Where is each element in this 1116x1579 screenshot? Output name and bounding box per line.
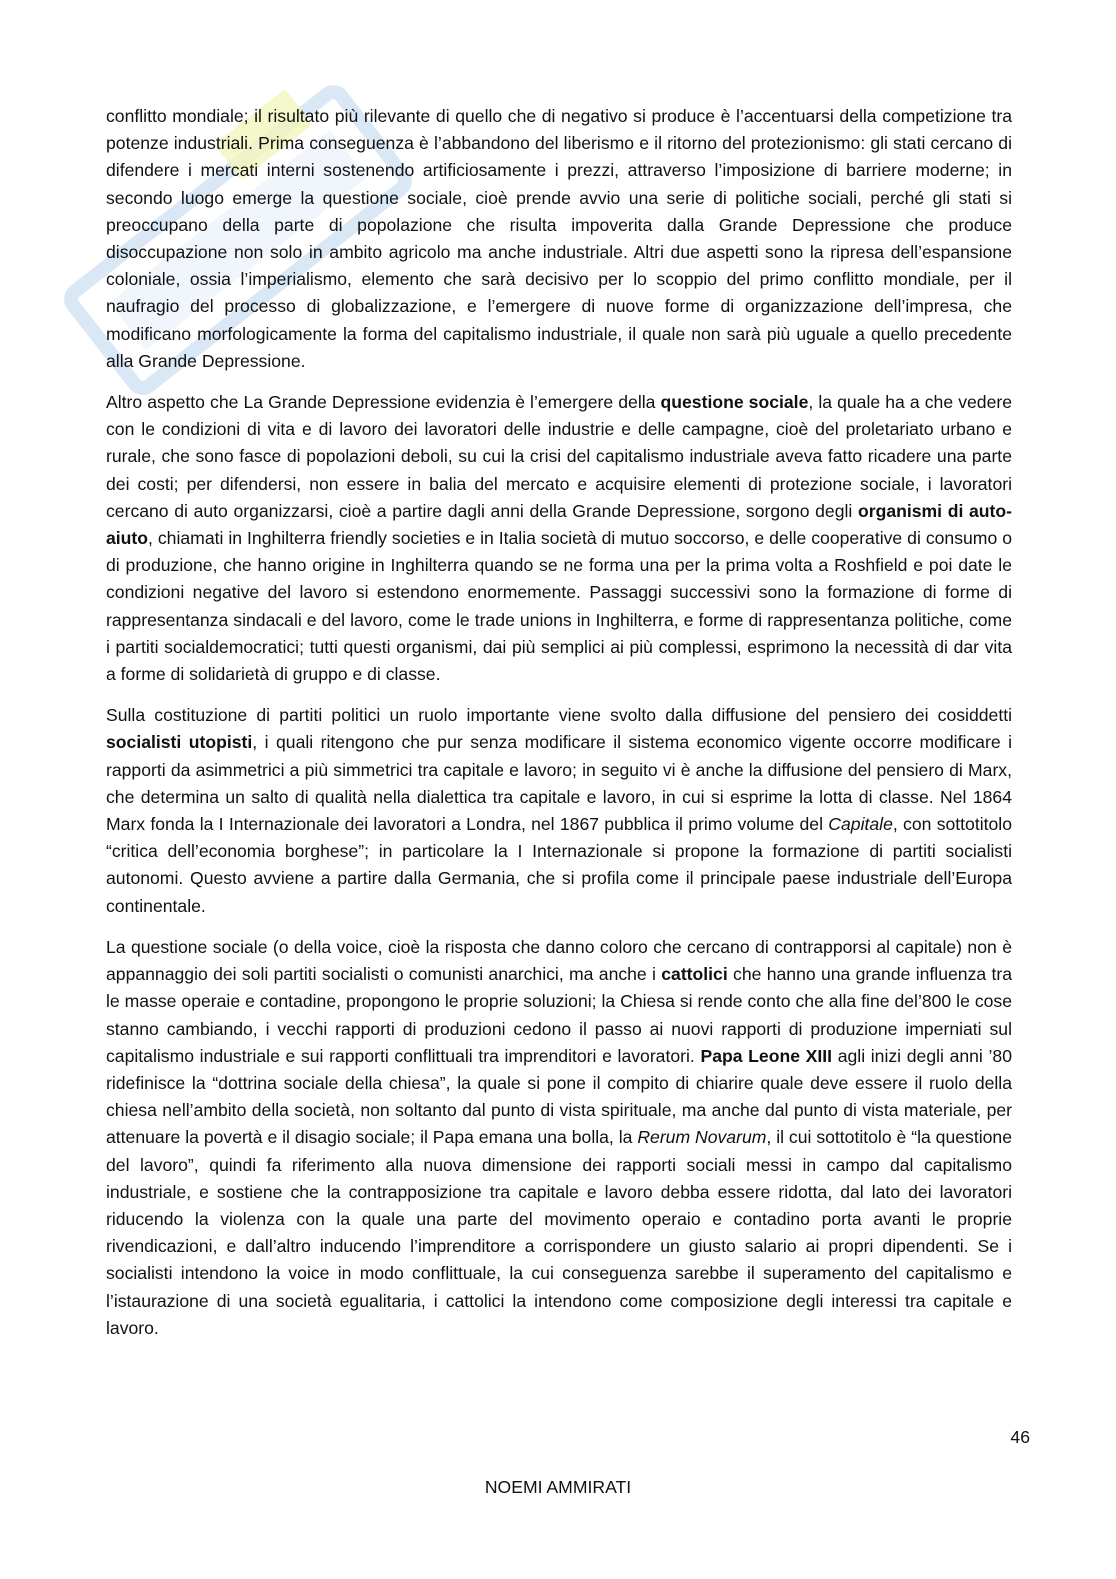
italic-title: Rerum Novarum bbox=[637, 1127, 767, 1148]
bold-term: Papa Leone XIII bbox=[700, 1045, 833, 1066]
bold-term: socialisti utopisti bbox=[106, 732, 253, 753]
text-run: , i quali ritengono che pur senza modificare il sistema economico vigente occorre modificare i rapporti da asimmetrici a più simmetrici tra capitale e lavoro; in seguito vi è anche la diffusione del pensiero di Marx, che determina un salto di qualità nella dialettica tra capitale e lavoro, in cui si esprime la lotta di classe. Nel 1864 Marx fonda la I Internazionale dei lavoratori a Londra, nel 1867 pubblica il primo volume del bbox=[106, 732, 1012, 835]
text-run: La questione sociale (o della voice, cioè la risposta che danno coloro che cercano di contrapporsi al capitale) non è appannaggio dei soli partiti socialisti o comunisti anarchici, ma anche i bbox=[106, 936, 1012, 985]
text-run: , chiamati in Inghilterra friendly societies e in Italia società di mutuo soccorso, e delle cooperative di consumo o di produzione, che hanno origine in Inghilterra quando se ne forma una per la prima volta a Roshfield e poi date le condizioni negative del lavoro si estendono enormemente. Passaggi successivi sono la formazione di forme di rappresentanza sindacali e del lavoro, come le trade unions in Inghilterra, e forme di rappresentanza politiche, come i partiti socialdemocratici; tutti questi organismi, dai più semplici ai più complessi, esprimono la necessità di dar vita a forme di solidarietà di gruppo e di classe. bbox=[106, 528, 1012, 685]
paragraph bbox=[106, 934, 1012, 1342]
paragraph bbox=[106, 702, 1012, 920]
bold-term: cattolici bbox=[661, 964, 728, 985]
text-run: Altro aspetto che La Grande Depressione evidenzia è l’emergere della bbox=[106, 392, 661, 413]
text-run: Sulla costituzione di partiti politici un ruolo importante viene svolto dalla diffusione del pensiero dei cosiddetti bbox=[106, 705, 1012, 726]
text-run: che hanno una grande influenza tra le masse operaie e contadine, propongono le proprie soluzioni; la Chiesa si rende conto che alla fine del’800 le cose stanno cambiando, i vecchi rapporti di produzioni cedono il passo ai nuovi rapporti di produzione imperniati sul capitalismo industriale e sui rapporti conflittuali tra imprenditori e lavoratori. bbox=[106, 964, 1012, 1066]
italic-title: Capitale bbox=[828, 814, 893, 835]
body-text bbox=[106, 103, 1012, 1356]
footer-author: NOEMI AMMIRATI bbox=[484, 1477, 632, 1497]
text-run: , il cui sottotitolo è “la questione del lavoro”, quindi fa riferimento alla nuova dimensione dei rapporti sociali messi in campo dal capitalismo industriale, e sostiene che la contrapposizione tra capitale e lavoro debba essere ridotta, dal lato dei lavoratori riducendo la violenza con la quale una parte del movimento operaio e contadino porta avanti le proprie rivendicazioni, e dall’altro inducendo l’imprenditore a corrispondere un giusto salario ai propri dipendenti. Se i socialisti intendono la voice in modo conflittuale, la cui conseguenza sarebbe il superamento del capitalismo e l’istaurazione di una società egualitaria, i cattolici la intendono come composizione degli interessi tra capitale e lavoro. bbox=[106, 1127, 1012, 1338]
text-run: , con sottotitolo “critica dell’economia borghese”; in particolare la I Internazionale si propone la formazione di partiti socialisti autonomi. Questo avviene a partire dalla Germania, che si profila come il principale paese industriale dell’Europa continentale. bbox=[106, 814, 1012, 916]
paragraph bbox=[106, 389, 1012, 688]
paragraph bbox=[106, 103, 1012, 375]
text-run: agli inizi degli anni ’80 ridefinisce la “dottrina sociale della chiesa”, la quale si pone il compito di chiarire quale deve essere il ruolo della chiesa nell’ambito della società, non soltanto dal punto di vista spirituale, ma anche dal punto di vista materiale, per attenuare la povertà e il disagio sociale; il Papa emana una bolla, la bbox=[106, 1045, 1012, 1148]
text-run: conflitto mondiale; il risultato più rilevante di quello che di negativo si produce è l’accentuarsi della competizione tra potenze industriali. Prima conseguenza è l’abbandono del liberismo e il ritorno del protezionismo: gli stati cercano di difendere i mercati interni sostenendo artificiosamente i prezzi, attraverso l’imposizione di barriere moderne; in secondo luogo emerge la questione sociale, cioè prende avvio una serie di politiche sociali, perché gli stati si preoccupano della parte di popolazione che risulta impoverita dalla Grande Depressione che produce disoccupazione non solo in ambito agricolo ma anche industriale. Altri due aspetti sono la ripresa dell’espansione coloniale, ossia l’imperialismo, elemento che sarà decisivo per lo scoppio del primo conflitto mondiale, per il naufragio del processo di globalizzazione, e l’emergere di nuove forme di organizzazione dell’impresa, che modificano morfologicamente la forma del capitalismo industriale, il quale non sarà più uguale a quello precedente alla Grande Depressione. bbox=[106, 106, 1012, 371]
bold-term: questione sociale bbox=[660, 392, 809, 413]
text-run: , la quale ha a che vedere con le condizioni di vita e di lavoro dei lavoratori delle industrie e delle campagne, cioè del proletariato urbano e rurale, che sono fasce di popolazioni deboli, su cui la crisi del capitalismo industriale aveva fatto ricadere una parte dei costi; per difendersi, non essere in balia del mercato e acquisire elementi di protezione sociale, i lavoratori cercano di auto organizzarsi, cioè a partire dagli anni della Grande Depressione, sorgono degli bbox=[106, 392, 1012, 521]
bold-term: organismi di auto-aiuto bbox=[106, 500, 1012, 549]
page-number: 46 bbox=[1010, 1427, 1030, 1447]
